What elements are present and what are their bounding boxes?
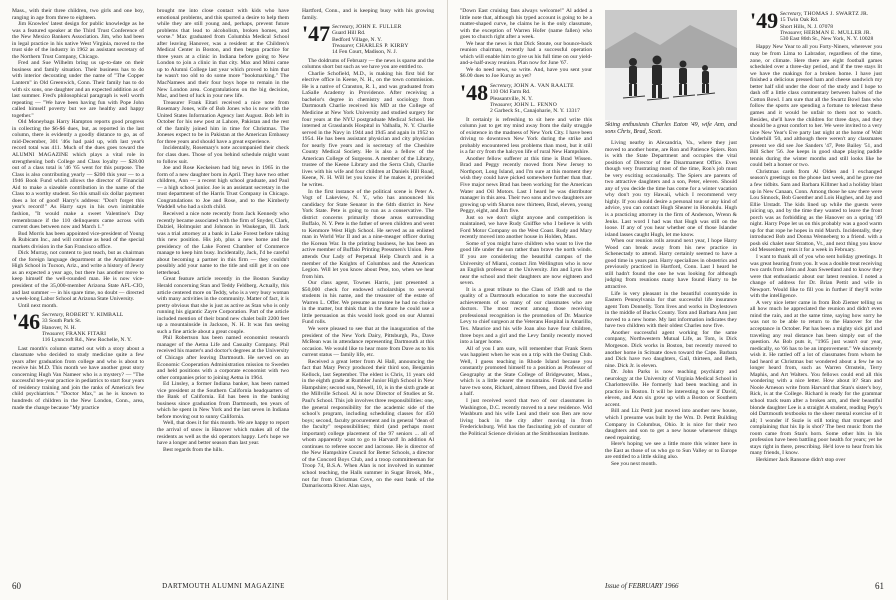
paragraph: Great feature article recently in the Boston Sunday Herald concerning Stan and Teddy Feldberg. Actually, this article centered more on Teddy, who is a very busy woman with many activities in the community. Matter of fact, it is pretty obvious that she is just as active as Stan who is only running his gigantic Zayre Corporation. Part of the article included mention of their brand new chalet built 2200 feet up a mountainside in Jackson, N. H. It was fun seeing such a fine article about a great couple. (157, 276, 289, 335)
paragraph: Christmas cards from Al Olden and I exchanged season's greetings on the phone last week, and he gave me a few tidbits. Sam and Barbara Killmer had a holiday blast up in New Canaan, Conn. Among those he saw there were Lou Sinnock, Bob Guenther and Lois Hughes, and Jay and Ellie Urstadt. The kids lined up while the guests were juicing up, and by the time they wanted to leave the front porch was as forbidding as the Hanover on a spring '49 night. Harry Pope let us on this probably was a good warm up for that rope he hopes in mid March. Incidentally, they introduced Bob and Donna Wenneberg to a friend. with a posh ski chalet near Stratton, Vt., and next thing you know old Messenberg rents it for a week in February. (750, 168, 882, 254)
paragraph: Another fellow sufferer at this time is Brad Wissen. Brad and Peggy recently moved from New Jersey to Northport, Long Island, and I'm sure at this moment they wish they could have picked somewhere further than that. Five major news Brad has been working for the American Water and Oil Motors. Last I heard he was distributor manager in this area. Their two sons and two daughters are growing up with Sharon now thirteen, Brad, eleven, young Peggy, eight, and Jim five. (460, 155, 592, 215)
paragraph: Until next month. (18, 302, 58, 309)
right-page (448, 0, 896, 600)
class-officers (42, 312, 132, 343)
photo-illustration (605, 10, 737, 120)
officer-address: Short Hills, N. J. 07078 (780, 23, 833, 30)
paragraph: Last month's column started out with a story about a classmate who decided to study medicine quite a few years after graduation from college and who is about to receive his M.D. This month we have another great story concerning Hugh Van Nameer who is a mystery? — "The successful ten-year practice in pediatrics to start four years of residency training and join the ranks of America's few child psychiatrists." "Doctor Max," as he is known to hundreds of children in the New London, Conn., area, made the change because "My practice (12, 345, 144, 411)
paragraph: Mass., with their three children, two girls and one boy, ranging in age from three to eighteen. (12, 8, 144, 21)
left-column-2 (157, 8, 289, 453)
paragraph: We do need news, so write. And, have you sent your $6.00 dues to Joe Kuruy as yet? (460, 66, 592, 80)
left-footer (0, 580, 447, 592)
paragraph: It is a great tribute to the Class of 1948 and to the quality of a Dartmouth education to note the successful achievements of so many of our classmates who are doctors. The most recent among those receiving professional recognition is the promotion of Dr. Maurice Levy to chief surgeon at the Veterans Hospital in Amarillo, Tex. Maurice and his wife Joan also have four children, three boys and a girl and the Levy family recently moved into a larger home. (460, 286, 592, 346)
paragraph: I want to thank all of you who sent holiday greetings. It was great hearing from you. It was a double treat receiving two cards from John and Joan Sweetland and to know they were that enthusiastic about our latest reunion. I noted a change of address for Dr. Brian Pettit and wife in Newport. Would like to fill you in further if they'll write with the intelligence. (750, 253, 882, 300)
officer-name: JOHN L. FENNO (513, 101, 557, 108)
paragraph: Happy New Year to all you Forty-Niners, wherever you may be from Lima to Labrador, regardless of the time, zone, or climate. Here there are eight football games scheduled over a three-day period, and if the tree stays lit we have the makings for a broken home. I have just finished a delicious pressed ham and cheese sandwich my better half slid under the door of the study and I hope to dash off a little class commentary between halves of the Cotton Bowl. I am sure that all the Swartz Bowl fans who follow the sports are spending a fortune to telecast these games and it would be unfair to them not to watch. Besides, she'll have the children for three days, and they should be a great comfort to her. We were invited to a very nice New Year's Eve party last night at the home of Walt Underhill '50, and although there weren't any classmates present we did see Joe Sanders '47, Pete Bailey '51, and Bill Scher '56. Joe keeps in good shape playing paddle tennis during the winter months and still looks like he could belt a homer or two. (750, 44, 882, 169)
paragraph: Dick Murray, not content to just teach, but as chairman of the foreign language department at the Amphitheater High School in Tucson, Ariz., and write a history of Jewry as an expected a year ago, but there has another move to keep himself the well-rounded man. He is now vice-president of the 35,000-member Arizona State AFL-CIO, and last summer — in his spare time, no doubt — directed a week-long Labor School at Arizona State University. (12, 250, 144, 303)
right-column-2 (605, 8, 737, 467)
paragraph: Joe and Rose Keckeisen had big news in 1965 in the form of a new daughter born in April. They have two other children, Ann — a recent high school graduate, and Paul — a high school junior. Joe is an assistant secretary in the trust department of the Harris Trust Company in Chicago. Congratulations to Joe and Rose, and to the Kimberly Waddell who had a sixth child. (157, 165, 289, 211)
paragraph: Received a nice note recently from Jack Kennedy who recently became associated with the firm of Snyder, Clark, Dalziel, Holmquist and Johnson in Waukegan, Ill. Jack was a trial attorney at a bank in Lake Forest before taking this new position. His job, plus a new home and the presidency of the Lake Forest Chamber of Commerce manage to keep him busy. Incidentally, Jack, I'd be careful about becoming a partner in this firm — they couldn't possibly add your name to the title and still get it on one letterhead. (157, 210, 289, 276)
page-number: 60 (12, 581, 21, 591)
class-header-47 (302, 21, 434, 56)
paragraph: Charlie Schofield, M.D., is making his first bid for elective office in Keene, N. H., on the town commission. He is a native of Cranston, R. I., and was graduated from LaSalle Academy in Providence. After receiving a bachelor's degree in chemistry and sociology from Dartmouth Charlie received his MD at the College of Medicine at New York University and studied surgery for four years at the NYU postgraduate Medical School. He interned at Grasslands Hospital in Valhalla, N. Y. Charlie served in the Navy in 1944 and 1945 and again in 1952 to 1954. He has been assistant physician and city physician for nearly five years and is secretary of the Cheshire County Medical Society. He is also a fellow of the American College of Surgeons. A member of the Library, trustee of the Keene Library and the Serra Club, Charlie lives with his wife and four children at Daniels Hill Road, Keene, N. H. Will let you know if he makes it, provided he writes. (302, 70, 434, 188)
left-column-1 (12, 8, 144, 411)
paragraph: Best regards from the hills. (163, 446, 224, 453)
officer-name: THOMAS J. SWARTZ JR. (803, 11, 869, 17)
officer-address: Guard Hill Rd. (332, 30, 366, 37)
class-header-49 (750, 8, 882, 43)
paragraph: Another successful agent working for the same company, Northwestern Mutual Life, as Tom, is Dick Morgeson. Dick works in Boston, but recently moved to another home in Scituate down toward the Cape. Barbara and Dick have two daughters, Gail, thirteen, and Beth, nine. Dick Jr. is eleven. (605, 329, 737, 369)
paragraph: Treasurer Frank Eitari received a nice note from Rosemary Jones, wife of Bob Jones who is now with the United States Information Agency last August. Bob left in October for his new post at Lahore, Pakistan and the rest of the family joined him in time for Christmas. The Joneses expect to be in Pakistan at the American Embassy for three years and should have a great experience. (157, 99, 289, 145)
left-column-3 (302, 8, 434, 490)
paragraph: We hear the news is that Dick Stoute, our bounce-back reunion chairman, recently had a successful operation which will enable him to give us his full time on our yield-and-a-half-away reunion. Plan now for June '67. (460, 40, 592, 67)
paragraph: brought me into close contact with kids who have emotional problems, and this spurred a desire to help them while they are still young and, perhaps, prevent future problems that lead to alcoholism, broken homes, and worse." Max graduated from Columbia Medical School after leaving Hanover, was a resident at the Children's Medical Center in Boston, and then began practice for three years at a clinic in Indiana before going to New London to join a clinic in that city. Max and Mimi came up to Alumni College last year which proved to him that he wasn't too old to do some more "bookmarking." The MacNamees and their four boys hope to remain in the New London area. Congratulations on the big decision, Mac, and best of luck in your new life. (157, 8, 289, 100)
officer-address: 15 Twin Oak Rd. (780, 17, 819, 24)
paragraph: All of you I am sure, will remember that Frank Stern was happiest when he was on a trip with the Outing Club. Well, I guess teaching in Rhode Island because you constantly promoted himself to a position as Professor of Geography at the State College of Bridgewater, Mass., which is a little nearer the mountains. Frank and Lellie have two sons, Richard, almost fifteen, and David five and a half. (460, 345, 592, 398)
page-number: 61 (875, 581, 884, 591)
officer-address: 530 East 86th St., New York, N. Y. 10028 (780, 36, 874, 43)
officer-role: Secretary, (490, 83, 513, 90)
paragraph: Incidentally, Rosemary's note accompanied their check for class dues. Those of you behind schedule might want to follow suit. (157, 145, 289, 165)
officer-address: 116 Lynncroft Rd., New Rochelle, N. Y. (42, 337, 132, 344)
right-footer (448, 580, 896, 592)
paragraph: Herkimer Jack Ransone didn't stop over (756, 456, 846, 463)
paragraph: Bud Morris has been appointed vice-president of Young & Rubicam Inc., and will continue as head of the special markets division in the San Francisco office. (12, 230, 144, 250)
paragraph: It certainly is refreshing to sit here and write this column just to get my mind away from the daily struggle of existence in the madness of New York City. I have been driving to downtown New York during the strike and probably encountered less problems than most, but it still is a far cry from the halcyon life of rural New Hampshire. (460, 116, 592, 156)
officer-address: Pleasantville, N. Y. (490, 95, 533, 102)
paragraph: Life is very pleasant in the beautiful countryside in Eastern Pennsylvania for that successful life insurance agent Tom Donnelly. Tom lives and works in Doylestown in the middle of Bucks County. Tom and Barbara Ann just moved to a new home. My last information indicates they have two children with their oldest Charles now five. (605, 290, 737, 330)
officer-address: 2 Garbeck St., Canajoharie, N. Y. 13317 (490, 108, 580, 115)
paragraph: Fred and Sue Wilhelm bring us up-to-date on their business and family situation. Their business has to do with interior decorating under the name of "The Copper Lantern" in Old Greenwich, Conn. Their family has to do with six sons, one daughter and an expected addition as of last summer. Fred's philosophical paragraph is well worth repeating — "We have been having fun with Pope John called himself poverty but we are healthy and happy together." (12, 60, 144, 119)
magazine-title: DARTMOUTH ALUMNI MAGAZINE (162, 582, 285, 590)
paragraph: When our reunion rolls around next year, I hope Harry Wood can break away from his new practice in Schenectady to attend. Harry certainly seemed to have a good time in years past. Harry specializes in obstetrics and previously practiced in Hartford, Conn. Last I heard he still hadn't found the one he was looking for although judging from reunions many have found Harry to be attractive. (605, 238, 737, 291)
issue-date: Issue of FEBRUARY 1966 (605, 582, 679, 590)
paragraph: Here's hoping we see a little more this winter here in the East as those of us who go to Sun Valley or to Europe are entitled to a little skiing also. (605, 441, 737, 461)
photo-skiers (605, 10, 737, 120)
paragraph: See you next month. (611, 460, 657, 467)
officer-role: Secretary, (332, 24, 355, 31)
paragraph: Received a great letter from Al Hall, announcing the fact that Mary Percy produced their third son, Benjamin Kellock, last September. The eldest is Chris, 11 years old in the eighth grade at Rumbler Junior High School in New Hampshire; second son, Newell, 10, is in the sixth grade at the Millville School. Al is now Director of Studies at St. Paul's School. This job involves three responsibilities: one, the general responsibility for the academic side of the school's program, including scheduling classes for 450 boys; second, faculty procurement and in general "dean of the faculty" responsibilities; third (and perhaps most important) college placement of the 97 seniors ... all of whom apparently want to go to Harvard! In addition Al continues to referee soccer and lacrosse. He is director of the New Hampshire Council for Better Schools, a director of the Concord Boys Club, and a troop committeeman for Troop 74, B.S.A. When Alan is not involved in summer school teaching, the Halls summer in Sugar Brook, Me., not far from Christmas Cove, on the east bank of the Damariscotta River. Alan says, (302, 358, 434, 490)
officer-role: Treasurer, (490, 101, 513, 108)
officer-role: Secretary, (780, 11, 803, 17)
officer-name: CHARLES P. KIRBY (355, 42, 409, 49)
paragraph: Bill and Liz Pettit just moved into another new house, which I presume was built by the Wm. D. Pettit Building Company in Columbus, Ohio. It is nice for their two daughters and son to get a new house whenever things need repainting. (605, 408, 737, 441)
officer-name: FRANK FITARI (65, 331, 107, 338)
photo-caption: Skiing enthusiasts Charles Eaton '49, wife Ann, and sons Chris, Brad, Scott. (605, 122, 737, 135)
paragraph: We were pleased to see that at the inauguration of the president of the New York Dairy, Pittsburgh, Pa., Dave McBean was in attendance representing Dartmouth at this occasion. We would like to hear more from Dave as to his current status — family life, etc. (302, 326, 434, 359)
officer-address: 14 Fen Court, Madison, N. J. (332, 49, 398, 56)
officer-role: Secretary, (42, 312, 65, 319)
paragraph: The doldrums of February — the news is sparse and the columns short but such as we have you are entitled to. (302, 57, 434, 71)
officer-address: 33 South Park St. (42, 318, 82, 325)
paragraph: I just received word that two of our classmates in Washington, D.C. recently moved to a new residence. Wid Washburn and his wife Leni and their son Ben are now living back in the city after moving in from Fredericksburg. Wid has the fascinating job of curator of the Political Science division at the Smithsonian Institute. (460, 398, 592, 437)
paragraph: Some of you might have children who want to live the good life under the sun rather than brave the north winds. If you are considering the beautiful campus of the University of Miami, contact Jim Wellington who is now an English professor at the University. Jim and Lynn live near the school and their daughters are now eighteen and seven. (460, 240, 592, 287)
officer-role: Treasurer, (42, 331, 65, 338)
paragraph: Well, that does it for this month. We are happy to report the arrival of snow in Hanover which makes all of the residents as well as the ski operators happy. Let's hope we have a longer and better season than last year. (157, 420, 289, 447)
officer-name: JOHN A. VAN RAALTE (513, 83, 574, 90)
paragraph: A very nice letter came in from Bob Ziemer telling us all how much he appreciated the reunion and didn't even mind the rain, and at the same time, saying how sorry he was not to be able to return to the Hanover for the acceptance in October. Pat has been a mighty sick girl and traveling any real distance has been simply out of the question. As Bob puts it, "1965 just wasn't our year, medically, so '66 has to be an improvement." We sincerely wish it. He rattled off a lot of classmates from whom he had heard at Christmas but wondered about a few he no longer heard from, such as Warren Ornstein, Terry Maphis, and Art Walters. You fellows could end all this wondering with a nice letter. How about it? Stan and Noole Arneson write from Harvard that Stan's sister's boy, Rick, is at the College. Richard is ready for the grammar school track team after a broken arm, and their beautiful blonde daughter Lee is a straight A student, reading Pepy's old Dartmouth textbooks to the sheer mental exercise of it all; I wonder if Suzie is still toting that trumpet and complaining that his lip is shot? The best music from the room came from Stan's horn. Some other hits in his profession have been battling poor health for years; yet he stays right in there, prescribing. He'd love to hear from his many friends, I know. (750, 299, 882, 457)
class-officers (490, 83, 580, 114)
paragraph: Phil Robertson has been named economist research manager of the Aetna Life and Casualty Company. Phil received his master's and doctor's degrees at the University of Chicago after leaving Dartmouth. He served on an Economic Cooperation Administration mission to Sweden and held positions with a corporate economist with two other companies prior to joining Aetna in 1964. (157, 335, 289, 381)
paragraph: Jim Knowles' latest design for public knowledge as he was a featured speaker at the Third Trust Conference of the New Mexico Bankers Association. Jim, who had been in legal practice in his native West Virginia, moved to the trust side of the industry in 1962 as assistant secretary of the Northern Trust Company, Chicago. (12, 21, 144, 60)
officer-address: 110 Old Farm Rd. (490, 89, 531, 96)
officer-address: Bedford Village, N. Y. (332, 36, 382, 43)
paragraph: Just so we don't slight anyone and competition is maintained, we have Rudy Gniffke who I believe is with Ford Motor Company on the West Coast. Rudy and Mary recently moved into another house in Holden, Mass. (460, 214, 592, 241)
class-header-48 (460, 80, 592, 115)
officer-name: JOHN E. FULLER (355, 24, 402, 31)
class-officers (780, 11, 873, 42)
officer-name: ROBERT Y. KIMBALL (65, 312, 124, 319)
paragraph: Ed Linsley, a former Indiana banker, has been named vice president at the Southern California headquarters of the Bank of California. Ed has been in the banking business since graduation from Dartmouth, ten years of which he spent in New York and the last seven in Indiana before moving out to sunny California. (157, 381, 289, 420)
paragraph: Our class agent, Townes Harris, just presented a $50,000 check for endowed scholarships to several students in his name, and the treasurer of the estate of Warren L. Offer. We presume as trustee he had no choice in the matter, but think that in the future he could use a little persuasion as this would look good on our Alumni Fund rolls. (302, 280, 434, 326)
class-header-46 (12, 309, 144, 344)
paragraph: Living nearby in Alexandria, Va., where they just moved to another home, are Ron and Patience Spiers. Ron is with the State Department and occupies the vital position of Director of the Disarmament Office. Even though very frustrating most of the time, Ron's job must be very exciting occasionally. The Spiers are parents of two attractive daughters and a son, Peter, eleven. Should any of you decide the time has come for a winter vacation why don't you try Hawaii, which I recommend very highly. If you should desire a personal tour or any kind of advice, you can contact Hugh Shearer in Honolulu. Hugh is a practicing attorney in the firm of Anderson, Wrenn & Jenks. Last word I had was that Hugh was still on the loose. If any of you hear whether one of those Islander island lasses caught Hugh, let me know. (605, 140, 737, 238)
officer-address: Hanover, N. H. (42, 324, 77, 331)
class-year: '46 (12, 309, 41, 335)
paragraph: Hartford, Conn., and is keeping busy with his growing family. (302, 8, 434, 21)
class-year: '48 (460, 80, 489, 106)
officer-name: HERMAN E. MULLER JR. (803, 29, 872, 36)
right-column-1 (460, 8, 592, 437)
paragraph: Old Moneybags Harry Hampton reports good progress in collecting the $6-$6 dues, but, as reported in the last column, there is evidently a goodly distance to go, as of mid-December, 301 '46s had paid up, with last year's record total was 411. Much of the dues goes toward the ALUMNI MAGAZINE which plays a vital role in strengthening both College and Class loyalty — $28.00 out of a class total is '46 '65 went for this purpose. The Class is also contributing yearly — $200 this year — to a 1946 Book Fund which allows the director of Financial Aid to make a sizeable contribution in the name of the Class to a worthy student. So this small six dollar payment does a lot of good! Harry's address: "Don't forget this year's record!" As Harry says in his own inimitable fashion, "It would make a sweet Valentine's Day remembrance if the 110 delinquents came across with current dues between now and March 1." (12, 119, 144, 231)
right-column-3 (750, 8, 882, 463)
class-year: '49 (750, 8, 779, 33)
paragraph: "Down East cruising fans always welcome!" Al added a little note that, although his typed account is going to be a matter-shaped curve, he claims he is the only classmate, with the exception of Warren Hofer (name fallen) who goes to church right after a week. (460, 8, 592, 41)
officer-role: Treasurer, (780, 29, 803, 36)
paragraph: Dr. John Parks is now teaching psychiatry and neurology at the University of Virginia Medical School in Charlottesville. He formerly had been teaching and in practice in Boston. It will be interesting to see if David, eleven, and Ann six grow up with a Boston or Southern accent. (605, 369, 737, 408)
class-year: '47 (302, 21, 331, 47)
class-officers (332, 24, 409, 55)
officer-role: Treasurer, (332, 42, 355, 49)
paragraph: In the first instance of the political scene is Peter A. Vogt of Lakeview, N. Y., who has announced his candidacy for State Senator in the 64th district in New York State. Pete is going to run as a conservative. The district concerns primarily those areas surrounding Buffalo, N. Y. Pete is the father of seven children and went to Kenmore West High School. He served as an enlisted man in World War II and as a nine-meager officer during the Korean War. In the printing business, he has been an active member of Buffalo Printing Pressmen's Union. Pete attends Our Lady of Perpetual Help Church and is a member of the Knights of Columbus and the American Legion. Will let you know about Pete, too, when we hear from him. (302, 188, 434, 280)
